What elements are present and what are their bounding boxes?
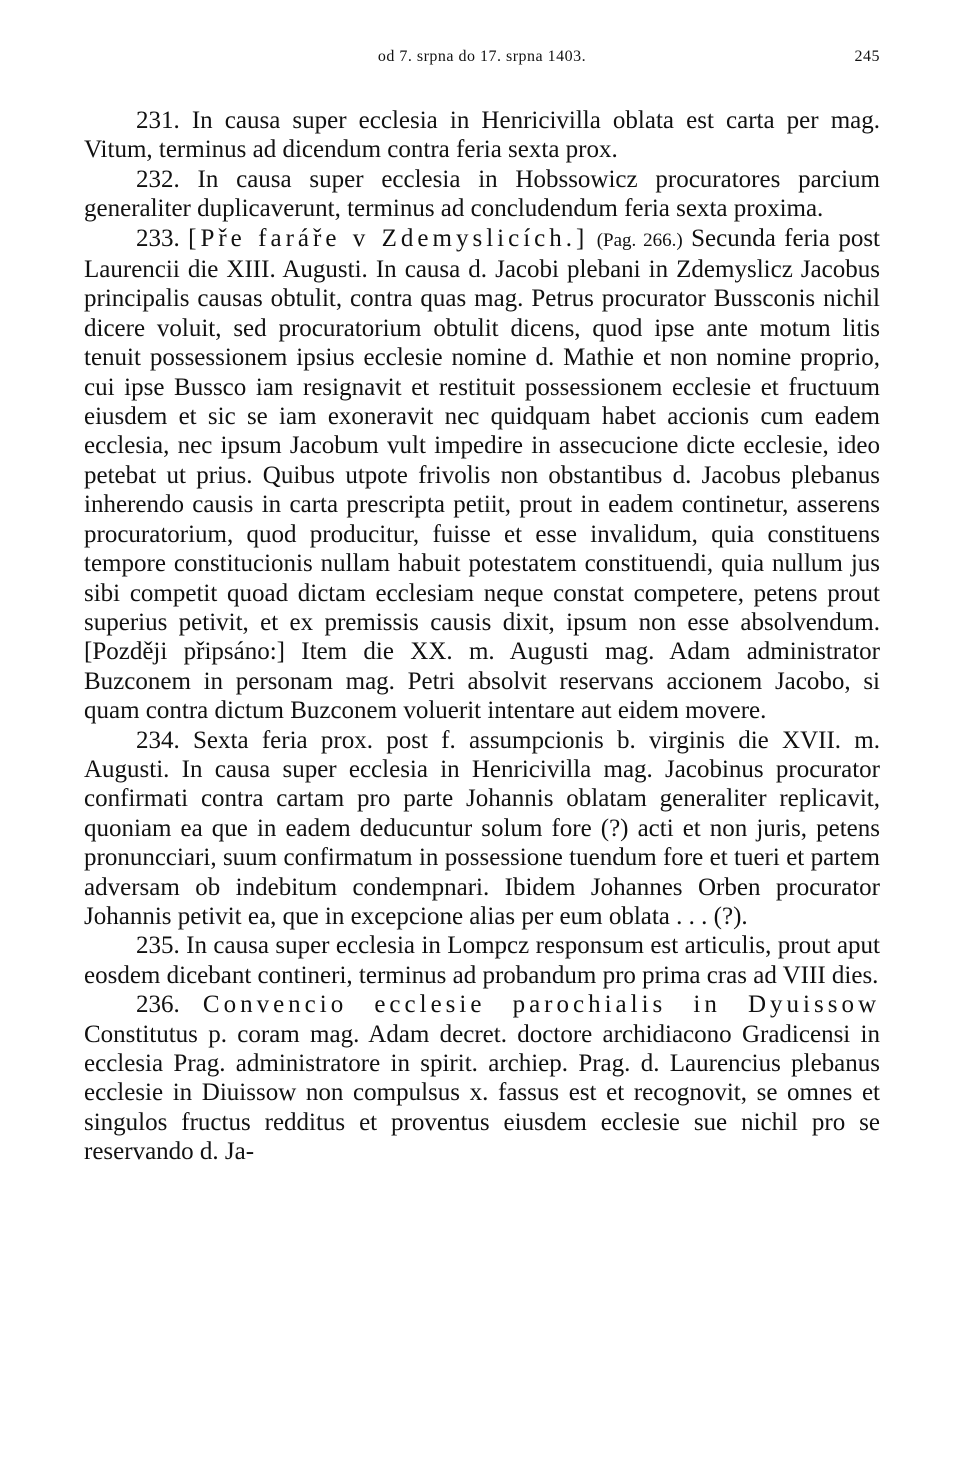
page-number: 245 bbox=[854, 48, 880, 65]
document-body bbox=[84, 106, 880, 1167]
document-page bbox=[84, 42, 880, 1167]
entry-text: Constitutus p. coram mag. Adam decret. doctore archidiacono Gradicensi in ecclesia Prag. administratore in spirit. archiep. Prag. d. Laurencius plebanus ecclesie in Diuissow non compulsus x. fassus est et recognovit, se omnes et singulos fructus redditus et proventus eiusdem ecclesie sue nichil pro se reservando d. Ja- bbox=[84, 1020, 880, 1166]
entry-number: 233. bbox=[136, 224, 180, 252]
header-title: od 7. srpna do 17. srpna 1403. bbox=[377, 48, 587, 65]
entry-heading: [Pře faráře v Zdemyslicích.] bbox=[188, 224, 589, 252]
entry-232: 232. In causa super ecclesia in Hobssowicz procuratores parcium generaliter duplicaverunt, terminus ad concludendum feria sexta proxima. bbox=[84, 165, 880, 223]
entry-234: 234. Sexta feria prox. post f. assumpcionis b. virginis die XVII. m. Augusti. In causa super ecclesia in Henricivilla mag. Jacobinus procurator confirmati contra cartam pro parte Johannis oblatam generaliter replicavit, quoniam ea que in eadem deducuntur solum fore (?) acti et non juris, petens pronuncciari, suum confirmatum in possessione tuendum fore et tueri et partem adversam ob indebitum condempnari. Ibidem Johannes Orben procurator Johannis petivit ea, que in excepcione alias per eum oblata . . . (?). bbox=[84, 726, 880, 930]
page-reference: (Pag. 266.) bbox=[596, 229, 683, 251]
entry-236 bbox=[84, 990, 880, 1166]
entry-text: Secunda feria post Laurencii die XIII. Augusti. In causa d. Jacobi plebani in Zdemyslicz Jacobus principalis causas obtulit, contra quas mag. Petrus procurator Bussconis nichil dicere voluit, sed procuratorium obtulit dicens, quod ipse ante motum litis tenuit possessionem ipsius ecclesie nomine d. Mathie et non nomine proprio, cui ipse Bussco iam resignavit et restituit possessionem ecclesie et fructuum eiusdem et sic se iam exoneravit nec quidquam habet accionis cum eadem ecclesia, nec ipsum Jacobum vult impedire in assecucione dicte ecclesie, ideo petebat ut prius. Quibus utpote frivolis non obstantibus d. Jacobus plebanus inherendo causis in carta prescripta petiit, prout in eadem continetur, asserens procuratorium, quod producitur, fuisse et esse invalidum, quia constituens tempore constitucionis nullam habuit potestatem constituendi, quia nullum jus sibi competit quoad dictam ecclesiam neque constat competere, petens prout superius petivit, et ex premissis causis dixit, ipsum non esse absolvendum. [Později připsáno:] Item die XX. m. Augusti mag. Adam administrator Buzconem in personam mag. Petri absolvit reservans accionem Jacobo, si quam contra dictum Buzconem voluerit intentare aut eidem movere. bbox=[84, 224, 880, 725]
entry-235: 235. In causa super ecclesia in Lompcz responsum est articulis, prout aput eosdem dicebant contineri, terminus ad probandum pro prima cras ad VIII dies. bbox=[84, 932, 880, 989]
entry-heading: Convencio ecclesie parochialis in Dyuissow bbox=[202, 991, 880, 1019]
running-header bbox=[84, 42, 880, 70]
entry-231: 231. In causa super ecclesia in Henricivilla oblata est carta per mag. Vitum, terminus ad dicendum contra feria sexta prox. bbox=[84, 107, 880, 164]
entry-number: 236. bbox=[136, 991, 180, 1019]
entry-233 bbox=[84, 224, 880, 726]
